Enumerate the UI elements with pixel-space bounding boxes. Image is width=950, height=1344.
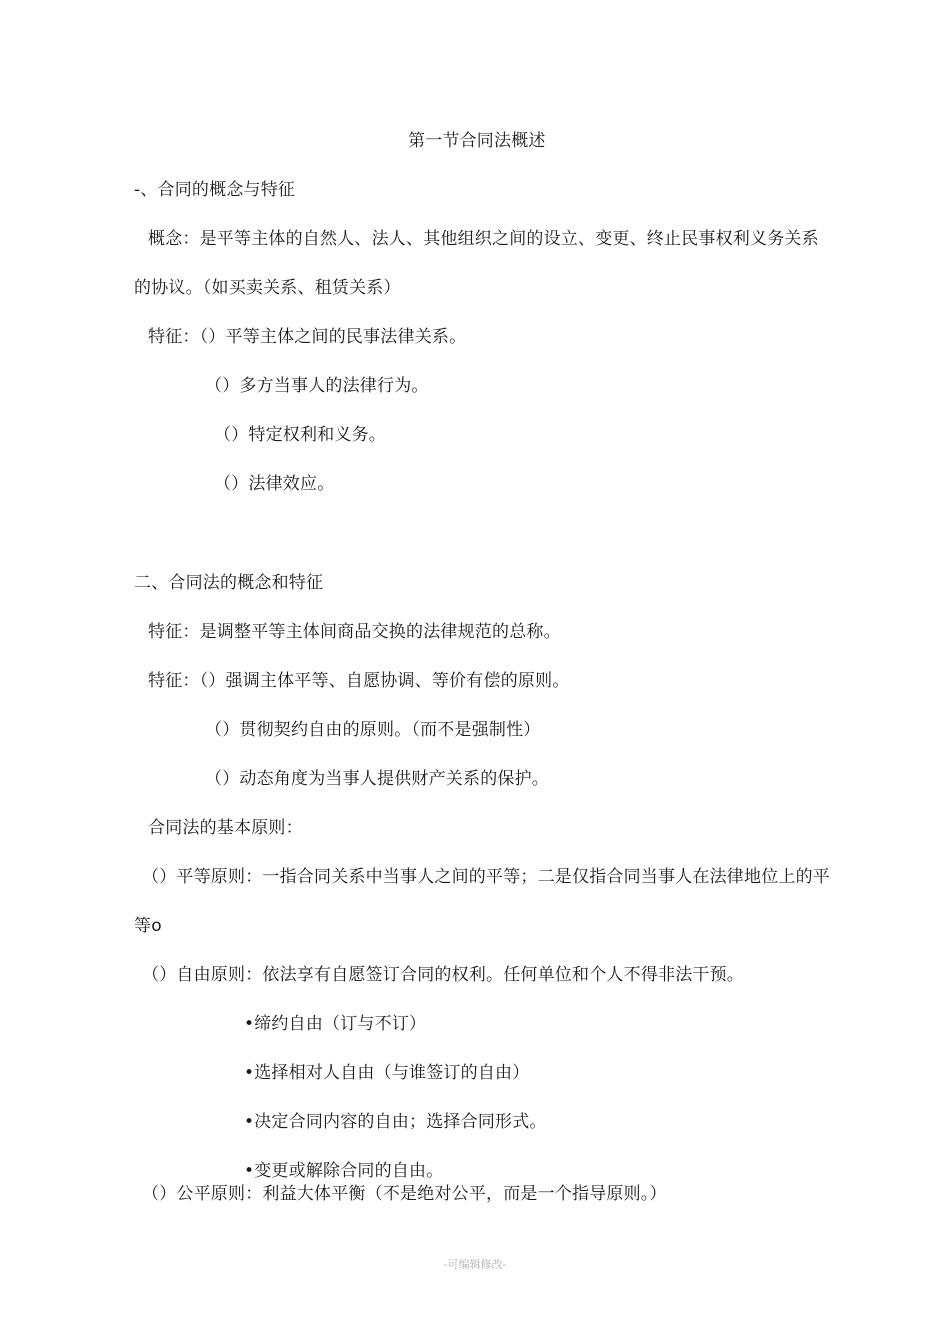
section2-heading: 二、合同法的概念和特征 bbox=[134, 573, 324, 593]
equality-principle-line-2: 等o bbox=[134, 916, 162, 936]
fairness-principle: （）公平原则：利益大体平衡（不是绝对公平，而是一个指导原则。） bbox=[142, 1184, 667, 1204]
freedom-principle: （）自由原则：依法享有自愿签订合同的权利。任何单位和个人不得非法干预。 bbox=[142, 965, 744, 985]
freedom-list-item: •选择相对人自由（与谁签订的自由） bbox=[244, 1063, 530, 1083]
freedom-list-item: •缔约自由（订与不订） bbox=[244, 1014, 427, 1034]
feature-item: 特征：（）平等主体之间的民事法律关系。 bbox=[148, 327, 467, 347]
feature-item: （）动态角度为当事人提供财产关系的保护。 bbox=[205, 769, 549, 789]
feature-item: （）多方当事人的法律行为。 bbox=[205, 376, 429, 396]
page-footer: -可编辑修改- bbox=[443, 1258, 507, 1271]
page-title: 第一节合同法概述 bbox=[408, 131, 546, 151]
freedom-list-item: •变更或解除合同的自由。 bbox=[244, 1161, 444, 1181]
freedom-list-item: •决定合同内容的自由；选择合同形式。 bbox=[244, 1112, 547, 1132]
equality-principle-line-1: （）平等原则：一指合同关系中当事人之间的平等；二是仅指合同当事人在法律地位上的平 bbox=[142, 867, 830, 887]
concept-line-1: 概念：是平等主体的自然人、法人、其他组织之间的设立、变更、终止民事权利义务关系 bbox=[148, 229, 819, 249]
contract-law-definition: 特征：是调整平等主体间商品交换的法律规范的总称。 bbox=[148, 622, 561, 642]
feature-item: （）特定权利和义务。 bbox=[214, 425, 386, 445]
feature-item: （）贯彻契约自由的原则。（而不是强制性） bbox=[205, 720, 541, 740]
feature-item: 特征：（）强调主体平等、自愿协调、等价有偿的原则。 bbox=[148, 671, 570, 691]
principles-heading: 合同法的基本原则： bbox=[148, 818, 303, 838]
concept-line-2: 的协议。（如买卖关系、租赁关系） bbox=[134, 278, 401, 298]
section1-heading: -、合同的概念与特征 bbox=[134, 180, 296, 200]
feature-item: （）法律效应。 bbox=[214, 474, 335, 494]
